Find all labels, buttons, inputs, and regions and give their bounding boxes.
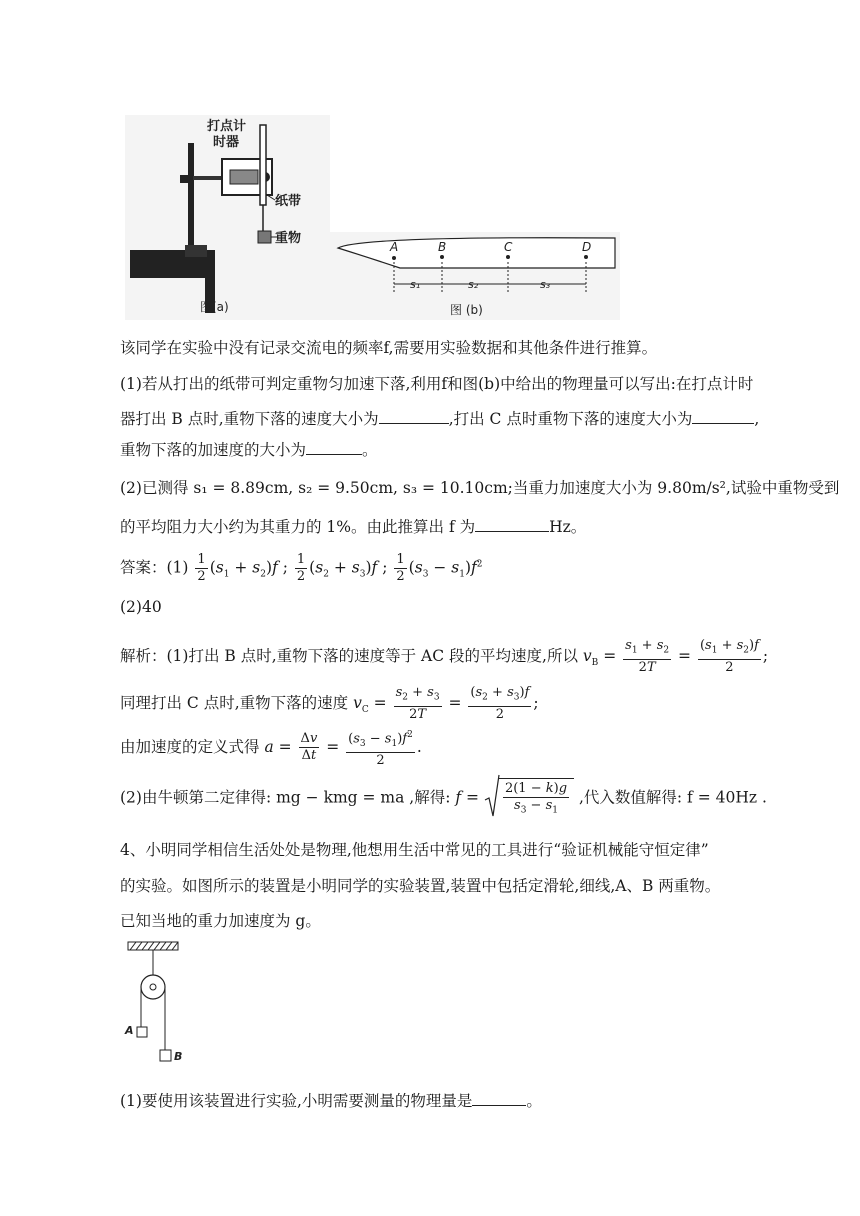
problem-4-line-3: 已知当地的重力加速度为 g。 xyxy=(120,912,321,930)
figure-b-tape xyxy=(330,232,620,320)
solution-line-2: 同理打出 C 点时,重物下落的速度 $v_C$ = $\frac{s_2 + s_3}{2T}$ = $\frac{(s_2 + s_3)f}{2}$ ; xyxy=(120,685,539,722)
segment-s2: s₂ xyxy=(468,278,479,291)
answer-blank-vb[interactable] xyxy=(379,409,449,424)
figure-a-label-weight: 重物 xyxy=(275,231,302,246)
tape-point-c: C xyxy=(504,240,513,254)
answer-blank-vc[interactable] xyxy=(692,409,754,424)
pulley-figure xyxy=(118,940,188,1070)
segment-s1: s₁ xyxy=(410,278,421,291)
q1-line-3: 重物下落的加速度的大小为 。 xyxy=(120,441,378,459)
answer-line-1: 答案：(1) $\frac{1}{2}$ $(s_1 + s_2)f$ ; $\frac{1}{2}$ $(s_2 + s_3)f$ ; $\frac{1}{2}$ $(s_3 - s_1)f^2$ xyxy=(120,552,483,584)
q2-line-1: (2)已测得 s₁ = 8.89cm, s₂ = 9.50cm, s₃ = 10.10cm;当重力加速度大小为 9.80m/s²,试验中重物受到 xyxy=(120,479,840,497)
answer-blank-quantities[interactable] xyxy=(472,1091,526,1106)
problem-4-line-2: 的实验。如图所示的装置是小明同学的实验装置,装置中包括定滑轮,细线,A、B 两重物。 xyxy=(120,877,721,895)
problem-4-q1: (1)要使用该装置进行实验,小明需要测量的物理量是 。 xyxy=(120,1092,542,1110)
tape-point-b: B xyxy=(438,240,447,254)
pulley-label-b: B xyxy=(174,1050,183,1063)
q1-line-2: 器打出 B 点时,重物下落的速度大小为 ,打出 C 点时重物下落的速度大小为 , xyxy=(120,410,760,428)
solution-line-4: (2)由牛顿第二定律得: mg − kmg = ma ,解得: f = $\frac{2(1 - k)g}{s_3 - s_1}$ ,代入数值解得: f = 40Hz . xyxy=(120,778,767,819)
answer-blank-f[interactable] xyxy=(475,517,549,532)
pulley-label-a: A xyxy=(125,1024,134,1037)
q1-line-1: (1)若从打出的纸带可判定重物匀加速下落,利用f和图(b)中给出的物理量可以写出:在打点计时 xyxy=(120,375,754,393)
figure-a-label-timer-1: 打点计 xyxy=(207,119,247,134)
figure-a-caption: 图(a) xyxy=(200,300,229,314)
segment-s3: s₃ xyxy=(540,278,551,291)
figure-a-apparatus xyxy=(125,115,330,320)
tape-point-d: D xyxy=(582,240,592,254)
answer-line-2: (2)40 xyxy=(120,598,162,616)
intro-text: 该同学在实验中没有记录交流电的频率f,需要用实验数据和其他条件进行推算。 xyxy=(120,339,658,357)
solution-line-3: 由加速度的定义式得 a = $\frac{\Delta v}{\Delta t}$ = $\frac{(s_3 - s_1)f^2}{2}$ . xyxy=(120,727,422,769)
solution-line-1: 解析：(1)打出 B 点时,重物下落的速度等于 AC 段的平均速度,所以 $v_B$ = $\frac{s_1 + s_2}{2T}$ = $\frac{(s_1 + s_2)f}{2}$ ; xyxy=(120,638,769,675)
tape-point-a: A xyxy=(390,240,399,254)
answer-blank-a[interactable] xyxy=(306,440,362,455)
figure-b-caption: 图 (b) xyxy=(450,303,483,317)
figure-a-label-tape: 纸带 xyxy=(275,194,302,209)
problem-4-line-1: 4、小明同学相信生活处处是物理,他想用生活中常见的工具进行“验证机械能守恒定律” xyxy=(120,841,709,859)
q2-line-2: 的平均阻力大小约为其重力的 1%。由此推算出 f 为 Hz。 xyxy=(120,518,587,536)
figure-a-label-timer-2: 时器 xyxy=(213,135,240,150)
